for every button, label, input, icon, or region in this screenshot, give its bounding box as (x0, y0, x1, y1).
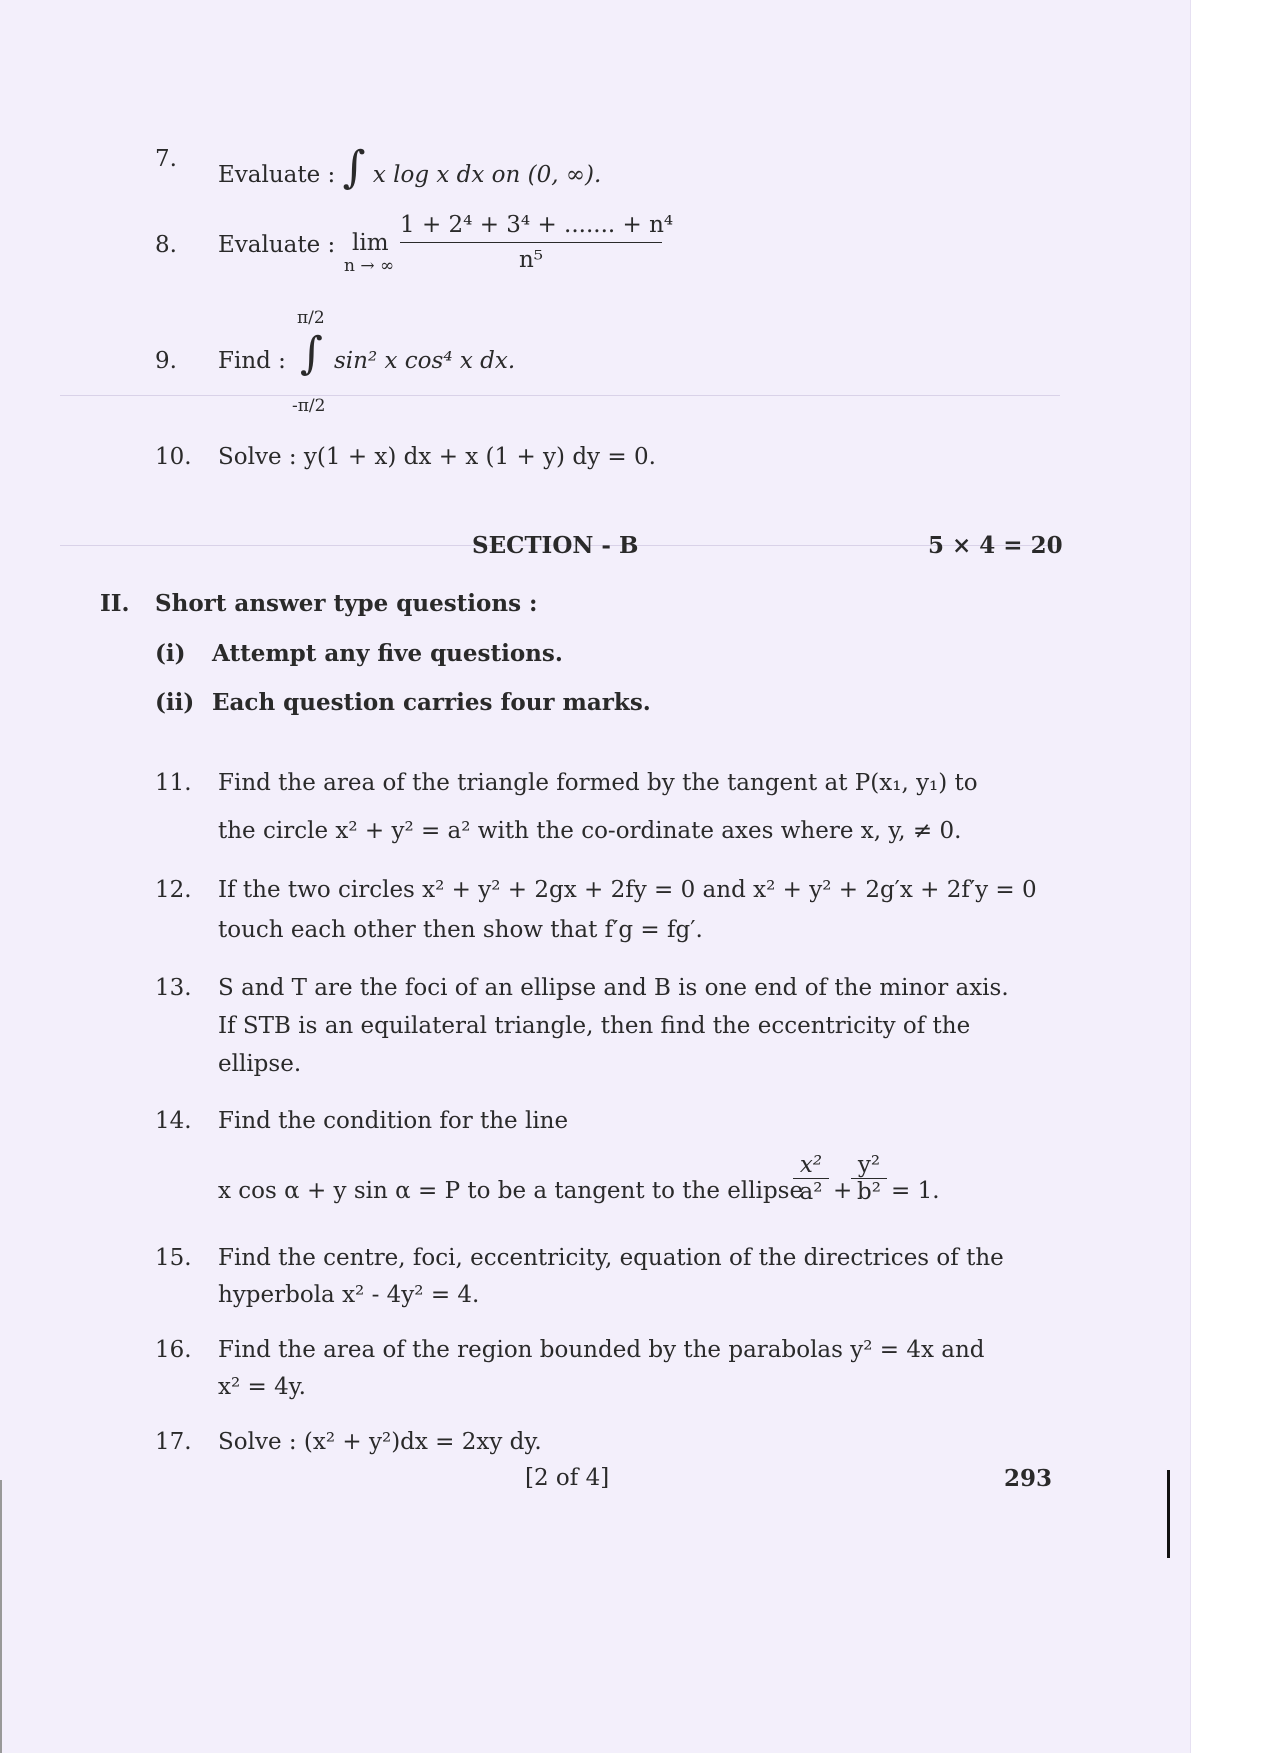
question-line: S and T are the foci of an ellipse and B is one end of the minor axis. (218, 975, 1009, 1001)
question-number: 13. (155, 975, 192, 1001)
scan-mark (1167, 1470, 1170, 1558)
question-line: x cos α + y sin α = P to be a tangent to the ellipse (218, 1178, 804, 1204)
question-line: If STB is an equilateral triangle, then find the eccentricity of the (218, 1013, 971, 1039)
q7-integrand: x log x dx on (0, ∞). (372, 162, 602, 188)
scan-edge (0, 1480, 2, 1753)
instruction-label: (i) (155, 640, 186, 667)
instruction-label: (ii) (155, 689, 195, 716)
integral-sign-icon: ∫ (300, 328, 323, 379)
instruction-text: Each question carries four marks. (212, 689, 651, 716)
question-10: Solve : y(1 + x) dx + x (1 + y) dy = 0. (218, 444, 656, 470)
question-line: Solve : (x² + y²)dx = 2xy dy. (218, 1429, 542, 1455)
q14-tail: = 1. (891, 1178, 940, 1204)
q9-lead: Find : (218, 348, 286, 374)
question-line: touch each other then show that f′g = fg′. (218, 917, 703, 943)
q8-lim: lim (352, 230, 389, 256)
q14-frac2-num: y² (851, 1152, 887, 1179)
question-line: x² = 4y. (218, 1374, 306, 1400)
q14-frac2-den: b² (857, 1179, 881, 1205)
paper-code: 293 (1004, 1465, 1053, 1492)
part-roman: II. (100, 590, 130, 617)
integral-sign-icon: ∫ (342, 142, 366, 193)
question-line: Find the area of the triangle formed by the tangent at P(x₁, y₁) to (218, 770, 978, 796)
question-line: ellipse. (218, 1051, 302, 1077)
section-title: SECTION - B (472, 532, 639, 559)
question-line: hyperbola x² - 4y² = 4. (218, 1282, 480, 1308)
q14-frac1-den: a² (799, 1179, 823, 1205)
page-number: [2 of 4] (525, 1465, 610, 1491)
q14-fraction-2 (851, 1152, 887, 1205)
question-number: 7. (155, 146, 177, 172)
question-number: 14. (155, 1108, 192, 1134)
q8-numerator: 1 + 2⁴ + 3⁴ + ....... + n⁴ (400, 212, 662, 243)
question-number: 17. (155, 1429, 192, 1455)
question-number: 16. (155, 1337, 192, 1363)
q8-fraction (400, 212, 674, 273)
question-number: 9. (155, 348, 177, 374)
q14-fraction-1 (793, 1152, 829, 1205)
q8-lim-sub: n → ∞ (344, 256, 395, 276)
question-number: 10. (155, 444, 192, 470)
part-heading: Short answer type questions : (155, 590, 538, 617)
instruction-text: Attempt any five questions. (212, 640, 563, 667)
question-number: 8. (155, 232, 177, 258)
q8-denominator: n⁵ (518, 247, 544, 273)
question-line: Find the condition for the line (218, 1108, 569, 1134)
section-marks: 5 × 4 = 20 (928, 532, 1063, 559)
question-line: Find the centre, foci, eccentricity, equation of the directrices of the (218, 1245, 1004, 1271)
q9-upper-limit: π/2 (297, 308, 325, 328)
q9-lower-limit: -π/2 (292, 396, 326, 416)
q7-lead: Evaluate : (218, 162, 336, 188)
question-line: Find the area of the region bounded by the parabolas y² = 4x and (218, 1337, 985, 1363)
question-line: If the two circles x² + y² + 2gx + 2fy = 0 and x² + y² + 2g′x + 2f′y = 0 (218, 877, 1037, 903)
q8-lead: Evaluate : (218, 232, 336, 258)
question-number: 12. (155, 877, 192, 903)
q14-frac1-num: x² (793, 1152, 829, 1179)
q9-integrand: sin² x cos⁴ x dx. (334, 348, 516, 374)
q14-plus: + (833, 1178, 853, 1204)
question-7 (218, 142, 602, 193)
faint-rule (60, 395, 1060, 396)
question-line: the circle x² + y² = a² with the co-ordinate axes where x, y, ≠ 0. (218, 818, 962, 844)
question-number: 15. (155, 1245, 192, 1271)
question-number: 11. (155, 770, 192, 796)
